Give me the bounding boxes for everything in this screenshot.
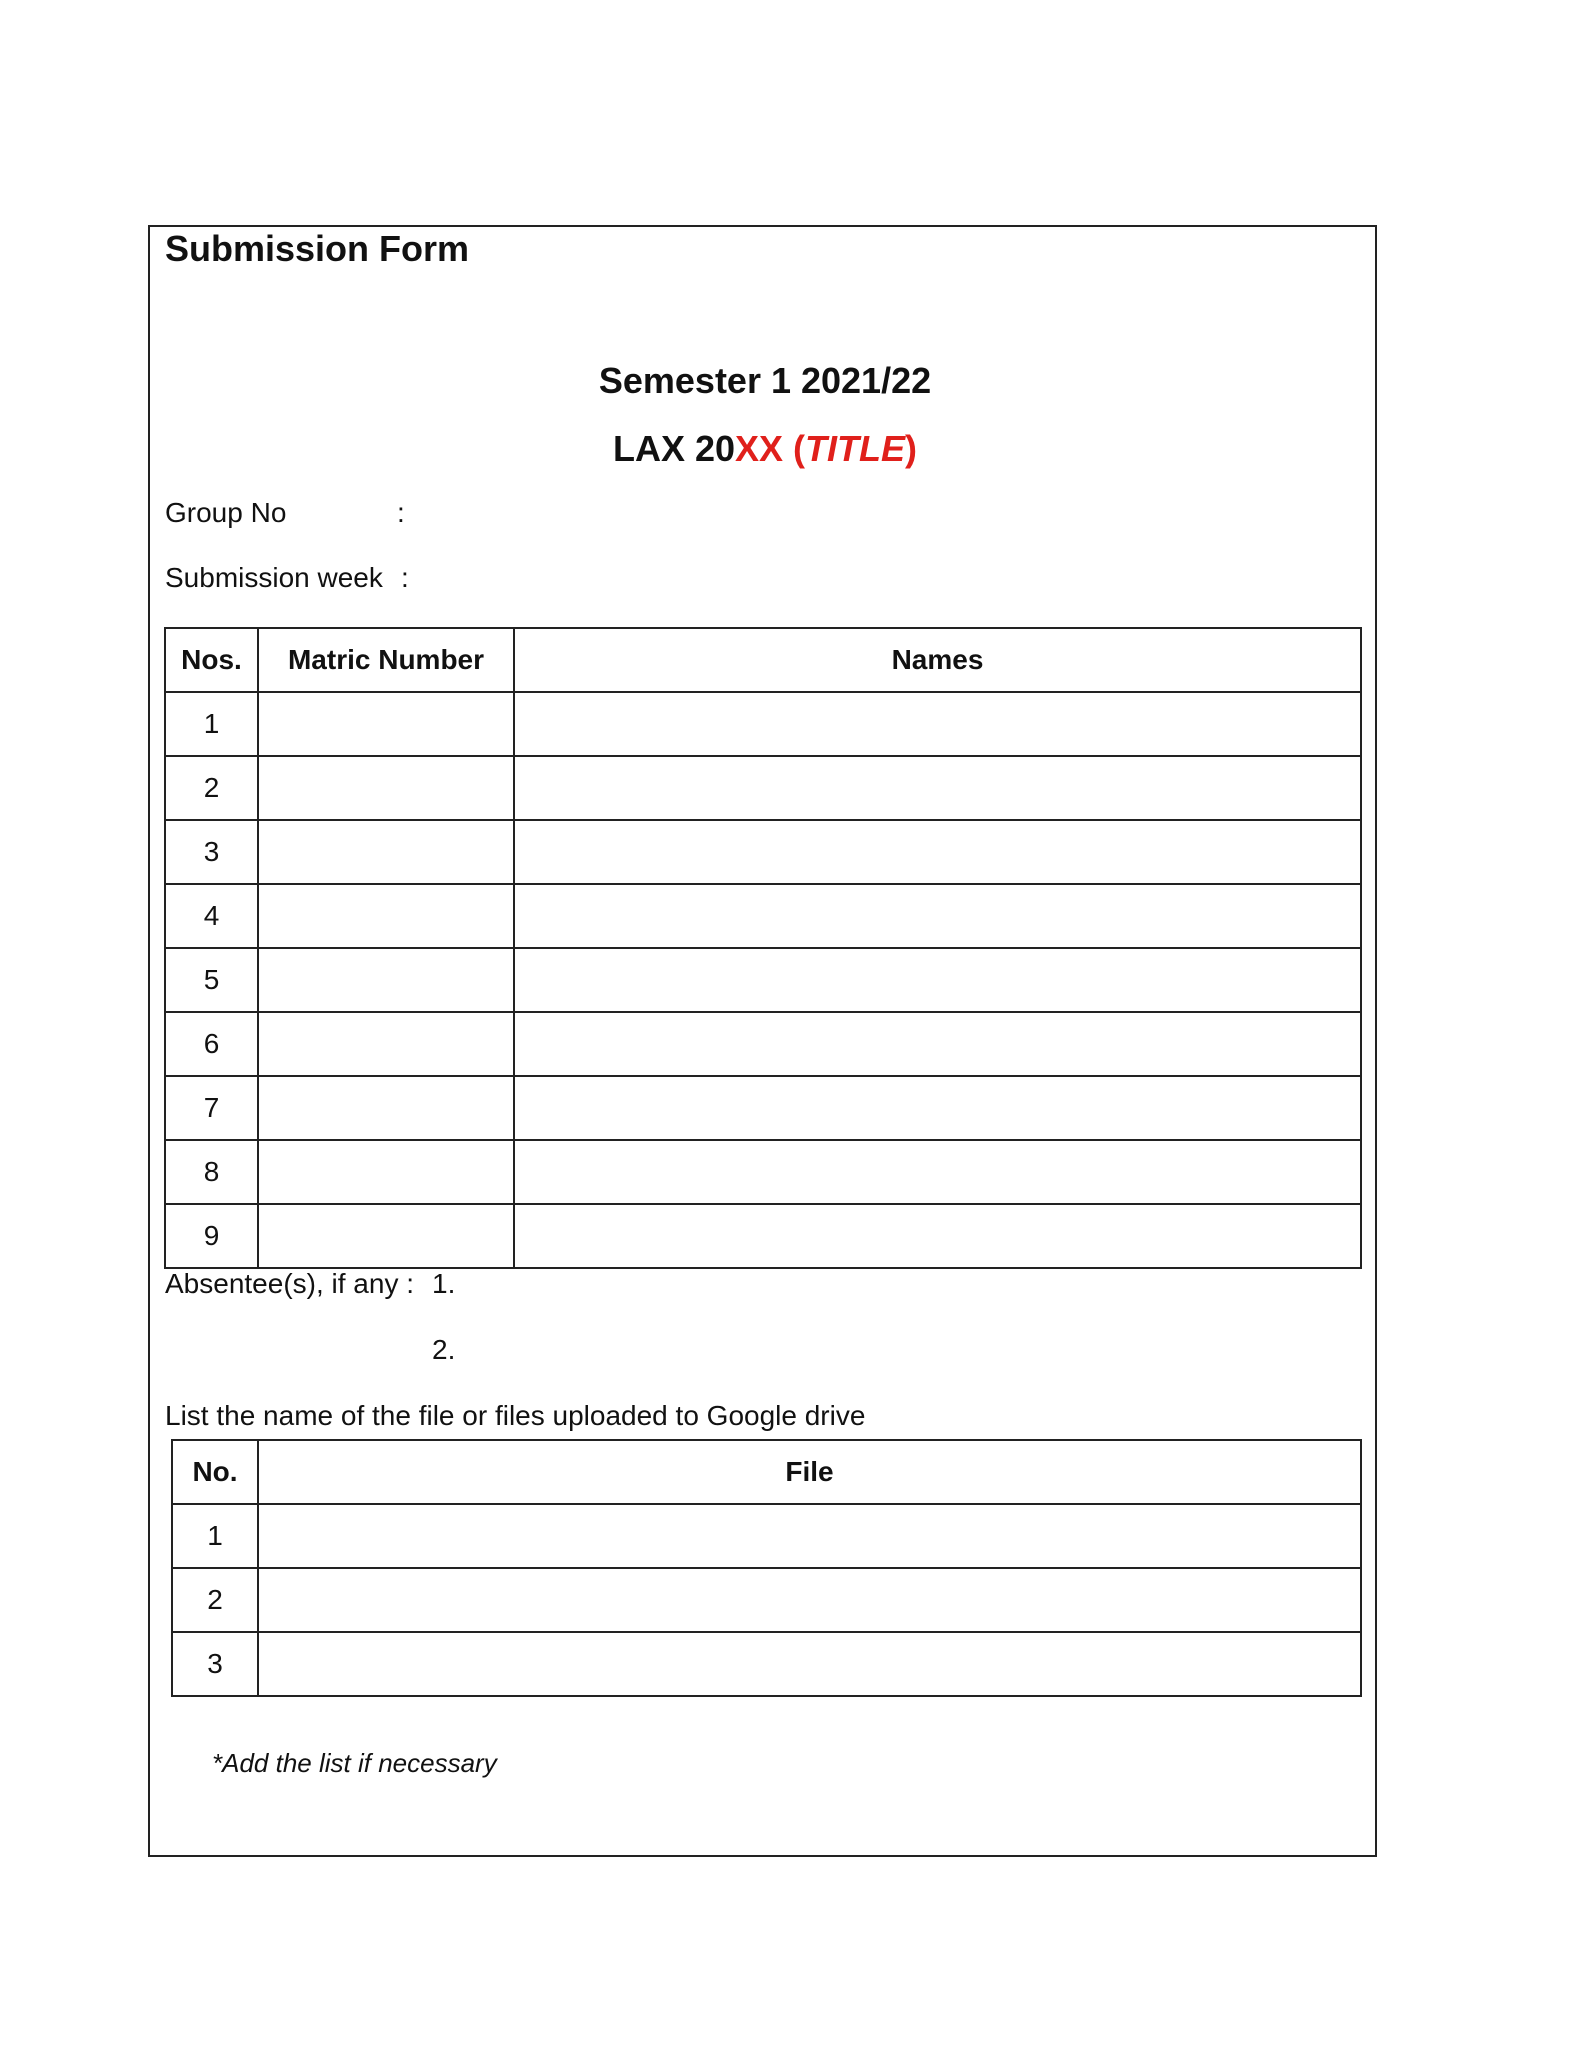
member-no: 1 — [165, 692, 258, 756]
matric-number-cell[interactable] — [258, 1076, 514, 1140]
absentee-item-1: 1. — [432, 1268, 456, 1299]
member-no: 2 — [165, 756, 258, 820]
form-title: Submission Form — [165, 228, 470, 269]
name-cell[interactable] — [514, 1012, 1361, 1076]
submission-week-colon: : — [401, 562, 409, 593]
matric-number-cell[interactable] — [258, 884, 514, 948]
matric-number-cell[interactable] — [258, 948, 514, 1012]
course-close-paren: ) — [905, 428, 918, 469]
semester-heading: Semester 1 2021/22 — [598, 360, 932, 401]
member-no: 3 — [165, 820, 258, 884]
course-title-placeholder: TITLE — [805, 428, 906, 469]
member-row — [165, 948, 1361, 1012]
file-name-cell[interactable] — [258, 1632, 1361, 1696]
header-nos: Nos. — [165, 628, 258, 692]
absentees-label: Absentee(s), if any : — [165, 1268, 415, 1299]
header-matric-number: Matric Number — [258, 628, 514, 692]
name-cell[interactable] — [514, 1140, 1361, 1204]
files-table — [171, 1439, 1362, 1697]
matric-number-cell[interactable] — [258, 756, 514, 820]
member-row — [165, 692, 1361, 756]
file-row — [172, 1504, 1361, 1568]
file-no: 2 — [172, 1568, 258, 1632]
member-no: 7 — [165, 1076, 258, 1140]
member-row — [165, 1012, 1361, 1076]
course-code-placeholder: XX — [735, 428, 784, 469]
name-cell[interactable] — [514, 1076, 1361, 1140]
name-cell[interactable] — [514, 820, 1361, 884]
header-file: File — [258, 1440, 1361, 1504]
file-no: 3 — [172, 1632, 258, 1696]
add-list-note: *Add the list if necessary — [212, 1748, 497, 1778]
header-names: Names — [514, 628, 1361, 692]
member-no: 9 — [165, 1204, 258, 1268]
files-header-row — [172, 1440, 1361, 1504]
file-row — [172, 1568, 1361, 1632]
course-heading — [480, 428, 1050, 470]
name-cell[interactable] — [514, 692, 1361, 756]
matric-number-cell[interactable] — [258, 692, 514, 756]
name-cell[interactable] — [514, 756, 1361, 820]
group-no-field[interactable] — [475, 492, 1075, 530]
member-row — [165, 1076, 1361, 1140]
file-name-cell[interactable] — [258, 1504, 1361, 1568]
member-row — [165, 1204, 1361, 1268]
submission-week-label: Submission week — [165, 562, 383, 593]
member-no: 8 — [165, 1140, 258, 1204]
member-no: 5 — [165, 948, 258, 1012]
member-row — [165, 820, 1361, 884]
matric-number-cell[interactable] — [258, 1204, 514, 1268]
member-no: 4 — [165, 884, 258, 948]
course-open-paren: ( — [783, 428, 806, 469]
matric-number-cell[interactable] — [258, 1012, 514, 1076]
name-cell[interactable] — [514, 1204, 1361, 1268]
course-prefix: LAX 20 — [612, 428, 736, 469]
absentee-item-2: 2. — [432, 1334, 456, 1365]
member-row — [165, 884, 1361, 948]
file-name-cell[interactable] — [258, 1568, 1361, 1632]
member-row — [165, 756, 1361, 820]
submission-week-field[interactable] — [475, 557, 1075, 595]
header-no: No. — [172, 1440, 258, 1504]
group-no-label: Group No — [165, 497, 287, 528]
members-table — [164, 627, 1362, 1269]
members-header-row — [165, 628, 1361, 692]
matric-number-cell[interactable] — [258, 1140, 514, 1204]
matric-number-cell[interactable] — [258, 820, 514, 884]
files-instruction: List the name of the file or files uploaded to Google drive — [165, 1400, 866, 1431]
file-no: 1 — [172, 1504, 258, 1568]
file-row — [172, 1632, 1361, 1696]
name-cell[interactable] — [514, 948, 1361, 1012]
member-row — [165, 1140, 1361, 1204]
name-cell[interactable] — [514, 884, 1361, 948]
group-no-colon: : — [397, 497, 405, 528]
member-no: 6 — [165, 1012, 258, 1076]
